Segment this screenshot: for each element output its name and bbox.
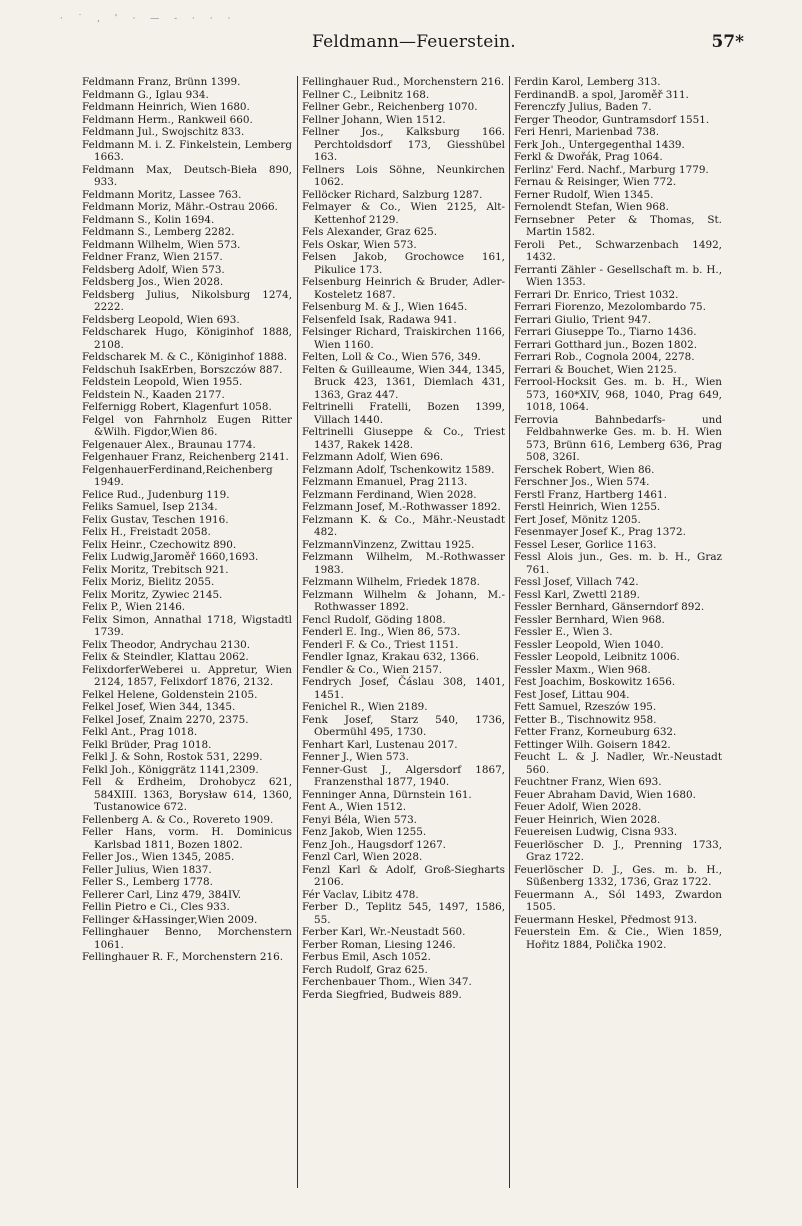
directory-entry: Fendler & Co., Wien 2157. <box>302 663 443 676</box>
directory-entry: Fenz Joh., Haugsdorf 1267. <box>302 838 446 851</box>
directory-entry: Fellner Gebr., Reichenberg 1070. <box>302 101 478 113</box>
directory-entry: Feldmann Franz, Brünn 1399. <box>82 76 241 88</box>
directory-entry: Feldstein Leopold, Wien 1955. <box>82 376 243 388</box>
directory-entry: Ferner Rudolf, Wien 1345. <box>514 188 654 201</box>
directory-entry: Fenner-Gust J., Algersdorf 1867, Franzensthal 1877, 1940. <box>302 763 505 788</box>
directory-entry: Felzmann Josef, M.-Rothwasser 1892. <box>302 501 501 513</box>
directory-entry: Felix Moriz, Bielitz 2055. <box>82 576 215 588</box>
directory-entry: Fellner Johann, Wien 1512. <box>302 113 446 126</box>
directory-entry: Fessler Leopold, Leibnitz 1006. <box>514 651 680 663</box>
directory-entry: Feri Henri, Marienbad 738. <box>514 126 660 138</box>
directory-entry: Feuerlöscher D. J., Ges. m. b. H., Süßenberg 1332, 1736, Graz 1722. <box>514 863 722 888</box>
directory-entry: Feltrinelli Giuseppe & Co., Triest 1437, Rakek 1428. <box>302 426 505 451</box>
directory-entry: Fencl Rudolf, Göding 1808. <box>302 613 446 626</box>
directory-entry: Ferlinz' Ferd. Nachf., Marburg 1779. <box>514 163 709 176</box>
directory-entry: Fenichel R., Wien 2189. <box>302 701 428 713</box>
directory-entry: Ferrari Giuseppe To., Tiarno 1436. <box>514 326 697 338</box>
directory-entry: Fessler Bernhard, Wien 968. <box>514 613 665 626</box>
directory-column-3 <box>514 76 722 951</box>
directory-entry: Fernsebner Peter & Thomas, St. Martin 1582. <box>514 213 722 238</box>
directory-entry: Feldsberg Julius, Nikolsburg 1274, 2222. <box>82 288 292 313</box>
directory-entry: Fenzl Carl, Wien 2028. <box>302 851 423 863</box>
directory-entry: Feldsberg Adolf, Wien 573. <box>82 263 225 276</box>
directory-entry: Feldmann Wilhelm, Wien 573. <box>82 238 241 251</box>
directory-entry: Ferger Theodor, Guntramsdorf 1551. <box>514 113 710 126</box>
directory-entry: Felsenburg M. & J., Wien 1645. <box>302 301 468 313</box>
directory-entry: Fels Alexander, Graz 625. <box>302 226 438 238</box>
directory-entry: FelixdorferWeberei u. Appretur, Wien 2124, 1857, Felixdorf 1876, 2132. <box>82 663 292 688</box>
column-divider-1 <box>297 76 298 1188</box>
directory-entry: Fert Josef, Mönitz 1205. <box>514 513 641 526</box>
directory-entry: Fenner J., Wien 573. <box>302 751 409 763</box>
directory-entry: Feldscharek M. & C., Königinhof 1888. <box>82 351 288 363</box>
directory-entry: Feldmann S., Kolin 1694. <box>82 213 215 226</box>
directory-entry: Ferrari Dr. Enrico, Triest 1032. <box>514 288 679 301</box>
directory-entry: Feuerlöscher D. J., Prenning 1733, Graz 1722. <box>514 838 722 863</box>
directory-entry: Feldmann S., Lemberg 2282. <box>82 226 235 238</box>
directory-entry: Ferrovia Bahnbedarfs- und Feldbahnwerke Ges. m. b. H. Wien 573, Brünn 616, Lemberg 636, Prag 508, 326I. <box>514 413 722 463</box>
directory-entry: Felgel von Fahrnholz Eugen Ritter &Wilh. Figdor,Wien 86. <box>82 413 292 438</box>
directory-entry: Fessler Leopold, Wien 1040. <box>514 638 664 651</box>
directory-entry: Fendrych Josef, Čáslau 308, 1401, 1451. <box>302 676 505 701</box>
directory-entry: Fent A., Wien 1512. <box>302 801 407 813</box>
directory-entry: Felix P., Wien 2146. <box>82 601 186 613</box>
directory-entry: Fellöcker Richard, Salzburg 1287. <box>302 188 483 201</box>
directory-entry: Feuerstein Em. & Cie., Wien 1859, Hořitz 1884, Polička 1902. <box>514 926 722 951</box>
directory-entry: Fellinghauer Rud., Morchenstern 216. <box>302 76 505 88</box>
directory-entry: Fenyi Béla, Wien 573. <box>302 813 417 826</box>
directory-entry: Fér Vaclav, Libitz 478. <box>302 888 419 901</box>
directory-entry: Feuermann A., Sól 1493, Zwardon 1505. <box>514 888 722 913</box>
directory-entry: Fett Samuel, Rzeszów 195. <box>514 701 657 713</box>
directory-entry: Feldsberg Leopold, Wien 693. <box>82 313 240 326</box>
directory-entry: Feldmann Moriz, Mähr.-Ostrau 2066. <box>82 201 278 213</box>
directory-entry: Ferrari & Bouchet, Wien 2125. <box>514 363 677 376</box>
directory-entry: Ferdin Karol, Lemberg 313. <box>514 76 661 88</box>
directory-entry: Feuchtner Franz, Wien 693. <box>514 776 662 788</box>
directory-entry: Felzmann K. & Co., Mähr.-Neustadt 482. <box>302 513 505 538</box>
directory-entry: Ferber D., Teplitz 545, 1497, 1586, 55. <box>302 901 505 926</box>
directory-entry: Fellinger &Hassinger,Wien 2009. <box>82 913 258 926</box>
directory-entry: Felkl Brüder, Prag 1018. <box>82 738 212 751</box>
directory-entry: Felzmann Ferdinand, Wien 2028. <box>302 488 477 501</box>
directory-entry: Fenzl Karl & Adolf, Groß-Siegharts 2106. <box>302 863 505 888</box>
directory-entry: Felix Theodor, Andrychau 2130. <box>82 638 251 651</box>
directory-entry: Felzmann Wilhelm & Johann, M.-Rothwasser 1892. <box>302 588 505 613</box>
directory-entry: Fessl Josef, Villach 742. <box>514 576 639 588</box>
directory-entry: Felfernigg Robert, Klagenfurt 1058. <box>82 401 272 413</box>
directory-entry: Fetter B., Tischnowitz 958. <box>514 713 657 726</box>
directory-entry: Felix Heinr., Czechowitz 890. <box>82 538 237 551</box>
directory-entry: Fest Josef, Littau 904. <box>514 688 630 701</box>
directory-entry: Ferch Rudolf, Graz 625. <box>302 963 428 976</box>
directory-entry: Ferber Karl, Wr.-Neustadt 560. <box>302 926 466 938</box>
directory-entry: Fessel Leser, Gorlice 1163. <box>514 538 657 551</box>
directory-column-2 <box>302 76 505 1001</box>
directory-entry: Feldner Franz, Wien 2157. <box>82 251 223 263</box>
directory-column-1 <box>82 76 292 964</box>
directory-entry: Fessl Karl, Zwettl 2189. <box>514 588 640 601</box>
directory-entry: Feller Hans, vorm. H. Dominicus Karlsbad 1811, Bozen 1802. <box>82 826 292 851</box>
directory-entry: Felzmann Wilhelm, Friedek 1878. <box>302 576 480 588</box>
directory-entry: Feuer Adolf, Wien 2028. <box>514 801 642 813</box>
directory-entry: Felzmann Adolf, Tschenkowitz 1589. <box>302 463 495 476</box>
directory-entry: Fetter Franz, Korneuburg 632. <box>514 726 677 738</box>
directory-entry: Felten & Guilleaume, Wien 344, 1345, Bruck 423, 1361, Diemlach 431, 1363, Graz 447. <box>302 363 505 401</box>
directory-entry: Ferenczfy Julius, Baden 7. <box>514 101 652 113</box>
directory-entry: Felsinger Richard, Traiskirchen 1166, Wien 1160. <box>302 326 505 351</box>
directory-entry: Felkl Joh., Königgrätz 1141,2309. <box>82 763 259 776</box>
directory-entry: Fellner C., Leibnitz 168. <box>302 88 430 101</box>
directory-entry: FelgenhauerFerdinand,Reichenberg 1949. <box>82 463 273 488</box>
directory-entry: Felix H., Freistadt 2058. <box>82 526 211 538</box>
directory-entry: Felkl Ant., Prag 1018. <box>82 726 198 738</box>
directory-entry: Ferrari Fiorenzo, Mezolombardo 75. <box>514 301 706 313</box>
directory-entry: Ferranti Zähler - Gesellschaft m. b. H., Wien 1353. <box>514 263 722 288</box>
directory-entry: Fell & Erdheim, Drohobycz 621, 584XIII. 1363, Borysław 614, 1360, Tustanowice 672. <box>82 776 292 813</box>
directory-entry: FelzmannVinzenz, Zwittau 1925. <box>302 538 475 551</box>
directory-entry: Ferrari Rob., Cognola 2004, 2278. <box>514 351 695 363</box>
directory-entry: Ferschner Jos., Wien 574. <box>514 476 650 488</box>
directory-entry: Ferrari Giulio, Trient 947. <box>514 313 652 326</box>
directory-entry: Feldmann M. i. Z. Finkelstein, Lemberg 1663. <box>82 138 292 163</box>
directory-entry: Fenhart Karl, Lustenau 2017. <box>302 738 458 751</box>
column-divider-2 <box>509 76 510 1188</box>
directory-entry: Felix Simon, Annathal 1718, Wigstadtl 1739. <box>82 613 292 638</box>
directory-entry: Fest Joachim, Boskowitz 1656. <box>514 676 676 688</box>
directory-entry: Fels Oskar, Wien 573. <box>302 238 417 251</box>
directory-entry: Fenk Josef, Starz 540, 1736, Obermühl 495, 1730. <box>302 713 505 738</box>
directory-entry: Ferstl Franz, Hartberg 1461. <box>514 488 667 501</box>
directory-entry: Fessl Alois jun., Ges. m. b. H., Graz 761. <box>514 551 722 576</box>
directory-entry: Feldscharek Hugo, Königinhof 1888, 2108. <box>82 326 292 351</box>
directory-entry: Ferbus Emil, Asch 1052. <box>302 951 431 963</box>
directory-entry: Feldsberg Jos., Wien 2028. <box>82 276 224 288</box>
directory-entry: Fenz Jakob, Wien 1255. <box>302 826 427 838</box>
directory-entry: Ferrari Gotthard jun., Bozen 1802. <box>514 338 697 351</box>
directory-entry: Feuermann Heskel, Předmost 913. <box>514 913 698 926</box>
directory-entry: Feldstein N., Kaaden 2177. <box>82 388 225 401</box>
directory-entry: Fenderl E. Ing., Wien 86, 573. <box>302 626 461 638</box>
directory-entry: Felix Moritz, Trebitsch 921. <box>82 563 229 576</box>
directory-entry: Felten, Loll & Co., Wien 576, 349. <box>302 351 481 363</box>
directory-entry: Fernolendt Stefan, Wien 968. <box>514 201 669 213</box>
directory-entry: Fellinghauer Benno, Morchenstern 1061. <box>82 926 292 951</box>
directory-entry: Feuereisen Ludwig, Cisna 933. <box>514 826 678 838</box>
scan-specks: · ˙ , ‛ · — ‐ · · · <box>60 14 237 24</box>
directory-entry: Felsenfeld Isak, Radawa 941. <box>302 313 457 326</box>
directory-entry: Feldmann G., Iglau 934. <box>82 88 209 101</box>
directory-entry: Felix Ludwig,Jaroměř 1660,1693. <box>82 551 259 563</box>
directory-entry: Ferrool-Hocksit Ges. m. b. H., Wien 573, 160*XIV, 968, 1040, Prag 649, 1018, 1064. <box>514 376 722 413</box>
directory-entry: Felkel Josef, Wien 344, 1345. <box>82 701 236 713</box>
directory-entry: Felkel Helene, Goldenstein 2105. <box>82 688 258 701</box>
directory-entry: Ferchenbauer Thom., Wien 347. <box>302 976 472 988</box>
directory-entry: Felkel Josef, Znaim 2270, 2375. <box>82 713 249 726</box>
directory-entry: Feuer Heinrich, Wien 2028. <box>514 813 661 826</box>
directory-entry: Fessler Bernhard, Gänserndorf 892. <box>514 601 705 613</box>
page-number: 57* <box>711 32 744 52</box>
directory-entry: Feliks Samuel, Isep 2134. <box>82 501 218 513</box>
directory-entry: FerdinandB. a spol, Jaroměř 311. <box>514 88 689 101</box>
directory-entry: Ferber Roman, Liesing 1246. <box>302 938 456 951</box>
directory-entry: Ferkl & Dwořák, Prag 1064. <box>514 151 663 163</box>
directory-entry: Felsenburg Heinrich & Bruder, Adler-Kosteletz 1687. <box>302 276 505 301</box>
directory-entry: Felix Moritz, Zywiec 2145. <box>82 588 223 601</box>
directory-entry: Fellners Lois Söhne, Neunkirchen 1062. <box>302 163 505 188</box>
directory-entry: Felkl J. & Sohn, Rostok 531, 2299. <box>82 751 263 763</box>
directory-entry: Felice Rud., Judenburg 119. <box>82 488 230 501</box>
directory-entry: Felmayer & Co., Wien 2125, Alt-Kettenhof 2129. <box>302 201 505 226</box>
directory-entry: Felzmann Adolf, Wien 696. <box>302 451 444 463</box>
directory-entry: Feldmann Moritz, Lassee 763. <box>82 188 242 201</box>
directory-entry: Fettinger Wilh. Goisern 1842. <box>514 738 671 751</box>
directory-entry: Ferk Joh., Untergegenthal 1439. <box>514 138 685 151</box>
directory-entry: Felzmann Wilhelm, M.-Rothwasser 1983. <box>302 551 505 576</box>
directory-entry: Fellin Pietro e Ci., Cles 933. <box>82 901 230 913</box>
directory-entry: Felix & Steindler, Klattau 2062. <box>82 651 249 663</box>
directory-entry: Feuer Abraham David, Wien 1680. <box>514 788 696 801</box>
directory-entry: Fernau & Reisinger, Wien 772. <box>514 176 677 188</box>
directory-entry: Feldmann Herm., Rankweil 660. <box>82 113 253 126</box>
directory-entry: Felgenauer Alex., Braunau 1774. <box>82 438 256 451</box>
directory-entry: Feldmann Jul., Swojschitz 833. <box>82 126 245 138</box>
directory-entry: Feller S., Lemberg 1778. <box>82 876 213 888</box>
directory-entry: Fenninger Anna, Dürnstein 161. <box>302 788 472 801</box>
directory-entry: Feller Julius, Wien 1837. <box>82 863 212 876</box>
directory-entry: Felix Gustav, Teschen 1916. <box>82 513 229 526</box>
directory-entry: Fessler Maxm., Wien 968. <box>514 663 651 676</box>
directory-entry: Feroli Pet., Schwarzenbach 1492, 1432. <box>514 238 722 263</box>
directory-entry: Fellner Jos., Kalksburg 166. Perchtoldsdorf 173, Giesshübel 163. <box>302 126 505 163</box>
page-header <box>0 32 802 56</box>
directory-entry: Fellinghauer R. F., Morchenstern 216. <box>82 951 283 963</box>
directory-entry: Fellenberg A. & Co., Rovereto 1909. <box>82 813 274 826</box>
directory-entry: Felzmann Emanuel, Prag 2113. <box>302 476 468 488</box>
directory-entry: Fessler E., Wien 3. <box>514 626 613 638</box>
directory-entry: Feldmann Heinrich, Wien 1680. <box>82 101 250 113</box>
directory-entry: Felgenhauer Franz, Reichenberg 2141. <box>82 451 289 463</box>
page-title: Feldmann—Feuerstein. <box>312 32 516 52</box>
directory-entry: Felsen Jakob, Grochowce 161, Pikulice 173. <box>302 251 505 276</box>
directory-entry: Ferstl Heinrich, Wien 1255. <box>514 501 661 513</box>
directory-entry: Feldschuh IsakErben, Borszczów 887. <box>82 363 283 376</box>
directory-entry: Feller Jos., Wien 1345, 2085. <box>82 851 235 863</box>
directory-entry: Fesenmayer Josef K., Prag 1372. <box>514 526 686 538</box>
directory-entry: Fellerer Carl, Linz 479, 384IV. <box>82 888 242 901</box>
directory-entry: Ferda Siegfried, Budweis 889. <box>302 988 462 1001</box>
directory-entry: Fendler Ignaz, Krakau 632, 1366. <box>302 651 480 663</box>
directory-entry: Ferschek Robert, Wien 86. <box>514 463 655 476</box>
directory-entry: Feltrinelli Fratelli, Bozen 1399, Villach 1440. <box>302 401 505 426</box>
directory-entry: Fenderl F. & Co., Triest 1151. <box>302 638 459 651</box>
directory-entry: Feldmann Max, Deutsch-Bieła 890, 933. <box>82 163 292 188</box>
directory-entry: Feucht L. & J. Nadler, Wr.-Neustadt 560. <box>514 751 722 776</box>
